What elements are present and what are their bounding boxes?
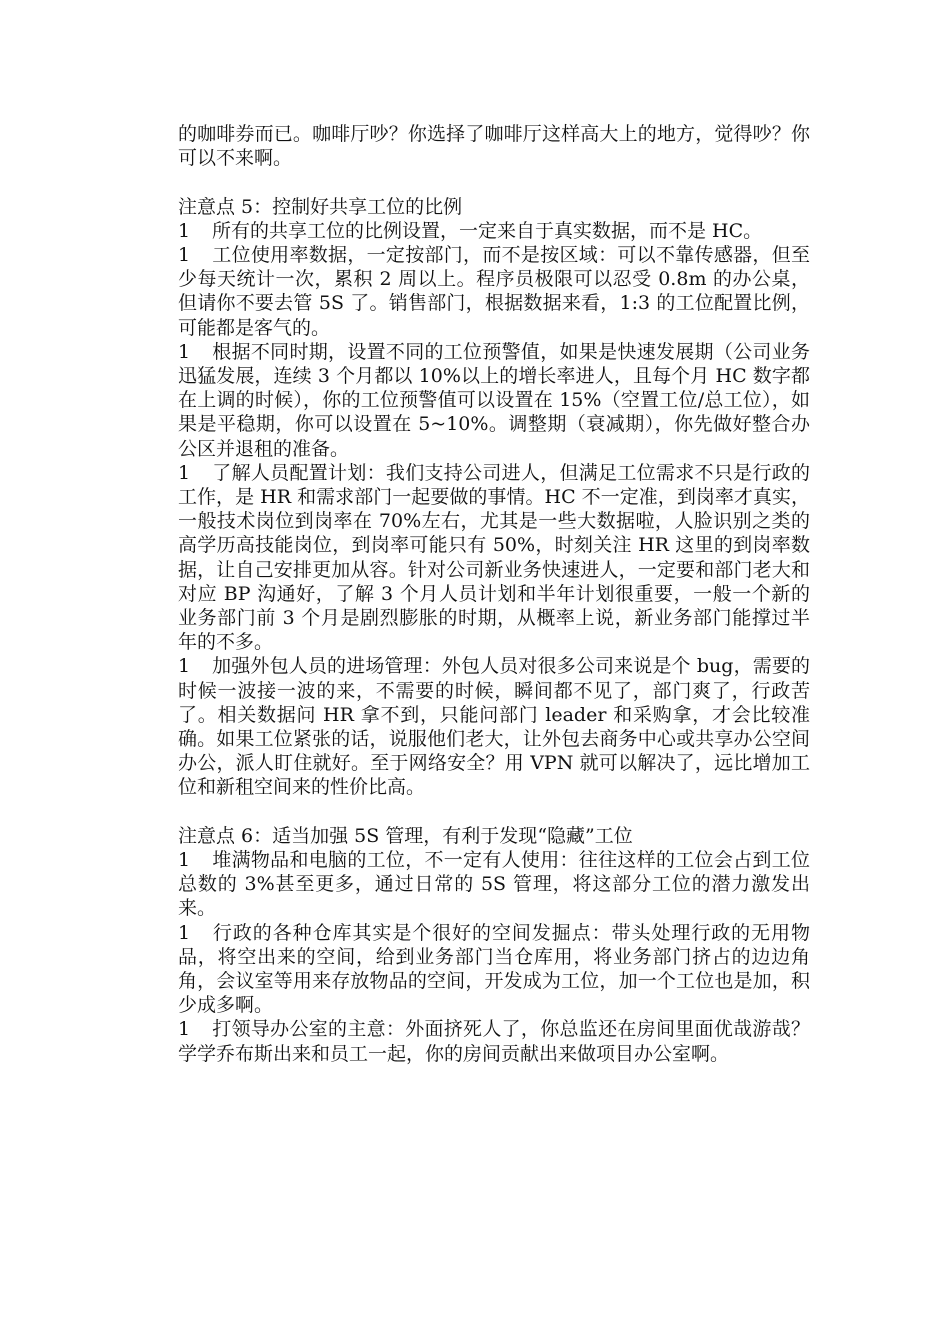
list-bullet: 1 bbox=[178, 244, 191, 266]
list-item-text: 加强外包人员的进场管理：外包人员对很多公司来说是个 bug，需要的时候一波接一波的来，不需要的时候，瞬间都不见了，部门爽了，行政苦了。相关数据问 HR 拿不到，只能问部门 leader 和采购拿，才会比较准确。如果工位紧张的话，说服他们老大，让外包去商务中心或共享办公空间办公，派人盯住就好。至于网络安全？用 VPN 就可以解决了，远比增加工位和新租空间来的性价比高。 bbox=[178, 655, 810, 799]
list-item-text: 了解人员配置计划：我们支持公司进人，但满足工位需求不只是行政的工作，是 HR 和需求部门一起要做的事情。HC 不一定准，到岗率才真实，一般技术岗位到岗率在 70%左右，尤其是一些大数据啦，人脸识别之类的高学历高技能岗位，到岗率可能只有 50%，时刻关注 HR 这里的到岗率数据，让自己安排更加从容。针对公司新业务快速进人，一定要和部门老大和对应 BP 沟通好，了解 3 个月人员计划和半年计划很重要，一般一个新的业务部门前 3 个月是剧烈膨胀的时期，从概率上说，新业务部门能撑过半年的不多。 bbox=[178, 461, 810, 654]
list-item-text: 行政的各种仓库其实是个很好的空间发掘点：带头处理行政的无用物品，将空出来的空间，给到业务部门当仓库用，将业务部门挤占的边边角角，会议室等用来存放物品的空间，开发成为工位，加一个工位也是加，积少成多啊。 bbox=[178, 921, 810, 1017]
list-item-text: 打领导办公室的主意：外面挤死人了，你总监还在房间里面优哉游哉？学学乔布斯出来和员工一起，你的房间贡献出来做项目办公室啊。 bbox=[178, 1018, 810, 1065]
list-bullet: 1 bbox=[178, 461, 191, 484]
list-bullet: 1 bbox=[178, 219, 191, 242]
list-item bbox=[178, 1017, 810, 1065]
paragraph-spacer bbox=[178, 170, 810, 194]
list-item-text: 工位使用率数据，一定按部门，而不是按区域：可以不靠传感器，但至少每天统计一次，累积 2 周以上。程序员极限可以忍受 0.8m 的办公桌，但请你不要去管 5S 了。销售部门，根据数据来看，1:3 的工位配置比例，可能都是客气的。 bbox=[178, 244, 810, 339]
list-item bbox=[178, 461, 810, 655]
list-item-text: 所有的共享工位的比例设置，一定来自于真实数据，而不是 HC。 bbox=[212, 219, 763, 242]
list-item bbox=[178, 848, 810, 921]
list-item-text: 堆满物品和电脑的工位，不一定有人使用：往往这样的工位会占到工位总数的 3%甚至更多，通过日常的 5S 管理，将这部分工位的潜力激发出来。 bbox=[178, 849, 810, 920]
list-bullet: 1 bbox=[178, 340, 191, 363]
list-bullet: 1 bbox=[178, 921, 191, 944]
list-bullet: 1 bbox=[178, 655, 191, 678]
list-item-text: 根据不同时期，设置不同的工位预警值，如果是快速发展期（公司业务迅猛发展，连续 3 个月都以 10%以上的增长率进人，且每个月 HC 数字都在上调的时候），你的工位预警值可以设置在 15%（空置工位/总工位），如果是平稳期，你可以设置在 5~10%。调整期（衰减期），你先做好整合办公区并退租的准备。 bbox=[178, 340, 810, 460]
list-bullet: 1 bbox=[178, 1018, 191, 1041]
intro-paragraph: 的咖啡券而已。咖啡厅吵？你选择了咖啡厅这样高大上的地方，觉得吵？你可以不来啊。 bbox=[178, 123, 810, 170]
list-item bbox=[178, 219, 810, 243]
paragraph-spacer bbox=[178, 800, 810, 824]
section-heading-5: 注意点 5：控制好共享工位的比例 bbox=[178, 195, 463, 218]
list-item bbox=[178, 654, 810, 799]
list-item bbox=[178, 243, 810, 340]
section-heading-6: 注意点 6：适当加强 5S 管理，有利于发现“隐藏”工位 bbox=[178, 824, 633, 847]
list-bullet: 1 bbox=[178, 849, 191, 872]
document-page bbox=[178, 122, 810, 1066]
list-item bbox=[178, 340, 810, 461]
list-item bbox=[178, 921, 810, 1018]
